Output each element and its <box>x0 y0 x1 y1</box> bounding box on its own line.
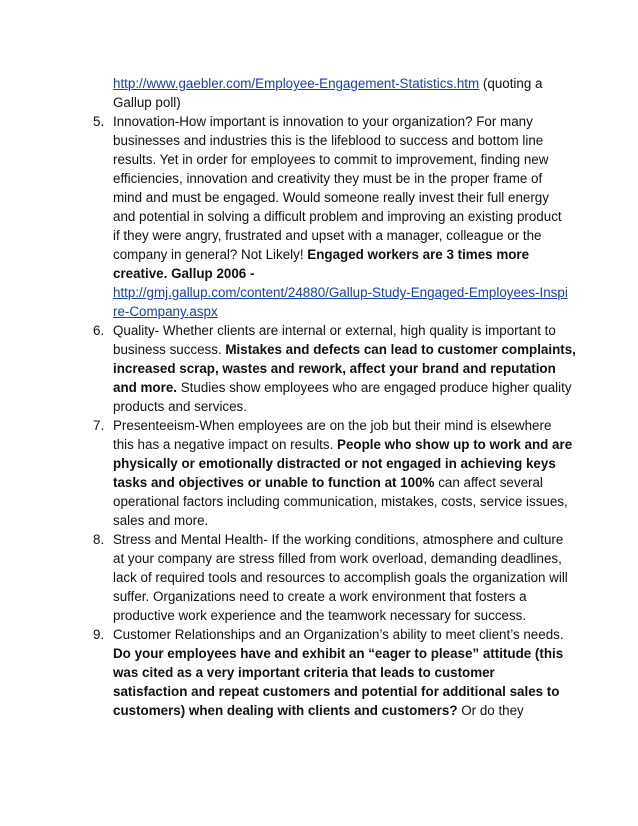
item5-bold-text: Engaged workers are 3 times more <box>307 247 530 262</box>
item9-text: Or do they <box>457 703 524 718</box>
item6-text: business success. <box>113 342 226 357</box>
item7-text: this has a negative impact on results. <box>113 437 338 452</box>
item6-line-4 <box>113 378 638 397</box>
item5-line-1 <box>0 112 638 131</box>
gallup-link-continued[interactable]: re-Company.aspx <box>113 304 218 319</box>
item6-line-2 <box>113 340 638 359</box>
item8-line-3: lack of required tools and resources to accomplish goals the organization will <box>113 570 568 585</box>
item4-text: (quoting a <box>479 76 543 91</box>
item8-line-4: suffer. Organizations need to create a work environment that fosters a <box>113 589 527 604</box>
item5-line-8 <box>113 245 638 264</box>
item6-bold-text: and more. <box>113 380 177 395</box>
item9-line-3 <box>113 663 638 682</box>
gallup-link[interactable]: http://gmj.gallup.com/content/24880/Gallup-Study-Engaged-Employees-Inspi <box>113 285 568 300</box>
item7-line-2 <box>113 435 638 454</box>
item6-line-5: products and services. <box>113 399 247 414</box>
item5-line-2: businesses and industries this is the lifeblood to success and bottom line <box>113 133 544 148</box>
item7-bold-text: physically or emotionally distracted or not engaged in achieving keys <box>113 456 556 471</box>
item5-line-6: and potential in solving a difficult problem and improving an existing product <box>113 209 562 224</box>
item8-number: 8. <box>93 532 105 547</box>
item5-line-7: if they were angry, frustrated and upset with a manager, colleague or the <box>113 228 542 243</box>
item5-text: Innovation-How important is innovation to your organization? For many <box>113 114 533 129</box>
item7-number: 7. <box>93 418 105 433</box>
item9-number: 9. <box>93 627 105 642</box>
item6-line-3 <box>113 359 638 378</box>
item8-text: Stress and Mental Health- If the working conditions, atmosphere and culture <box>113 532 564 547</box>
item5-line-9 <box>113 264 638 283</box>
item9-line-1 <box>0 625 638 644</box>
item8-line-5: productive work experience and the teamwork necessary for success. <box>113 608 527 623</box>
item6-number: 6. <box>93 323 105 338</box>
item9-line-2 <box>113 644 638 663</box>
item5-line-4: efficiencies, innovation and creativity they must be in the proper frame of <box>113 171 543 186</box>
item8-line-1 <box>0 530 638 549</box>
item7-line-5: operational factors including communication, mistakes, costs, service issues, <box>113 494 568 509</box>
item5-line-5: mind and must be engaged. Would someone really invest their full energy <box>113 190 549 205</box>
item5-text: company in general? Not Likely! <box>113 247 308 262</box>
item7-bold-text: People who show up to work and are <box>337 437 573 452</box>
item9-line-5 <box>113 701 638 720</box>
item6-text: Studies show employees who are engaged produce higher quality <box>177 380 572 395</box>
item6-line-1 <box>0 321 638 340</box>
item5-line-3: results. Yet in order for employees to commit to improvement, finding new <box>113 152 549 167</box>
item9-line-4 <box>113 682 638 701</box>
item9-bold-text: customers) when dealing with clients and customers? <box>113 703 458 718</box>
item9-bold-text: Do your employees have and exhibit an “eager to please” attitude (this <box>113 646 564 661</box>
item4-line-1 <box>113 74 638 93</box>
item9-text: Customer Relationships and an Organization’s ability to meet client’s needs. <box>113 627 564 642</box>
item6-bold-text: Mistakes and defects can lead to customer complaints, <box>225 342 576 357</box>
item5-line-11 <box>113 302 638 321</box>
item9-bold-text: was cited as a very important criteria that leads to customer <box>113 665 495 680</box>
item6-text: Quality- Whether clients are internal or external, high quality is important to <box>113 323 556 338</box>
item7-line-3 <box>113 454 638 473</box>
gaebler-link[interactable]: http://www.gaebler.com/Employee-Engagement-Statistics.htm <box>113 76 480 91</box>
item4-line-2: Gallup poll) <box>113 95 181 110</box>
item7-bold-text: tasks and objectives or unable to function at 100% <box>113 475 435 490</box>
item7-line-4 <box>113 473 638 492</box>
item7-line-1 <box>0 416 638 435</box>
item7-text: Presenteeism-When employees are on the job but their mind is elsewhere <box>113 418 552 433</box>
item9-bold-text: satisfaction and repeat customers and potential for additional sales to <box>113 684 560 699</box>
item6-bold-text: increased scrap, wastes and rework, affect your brand and reputation <box>113 361 556 376</box>
item5-number: 5. <box>93 114 105 129</box>
item7-text: can affect several <box>434 475 543 490</box>
item8-line-2: at your company are stress filled from work overload, demanding deadlines, <box>113 551 562 566</box>
item7-line-6: sales and more. <box>113 513 209 528</box>
item5-line-10 <box>113 283 638 302</box>
item5-bold-text: creative. Gallup 2006 - <box>113 266 255 281</box>
